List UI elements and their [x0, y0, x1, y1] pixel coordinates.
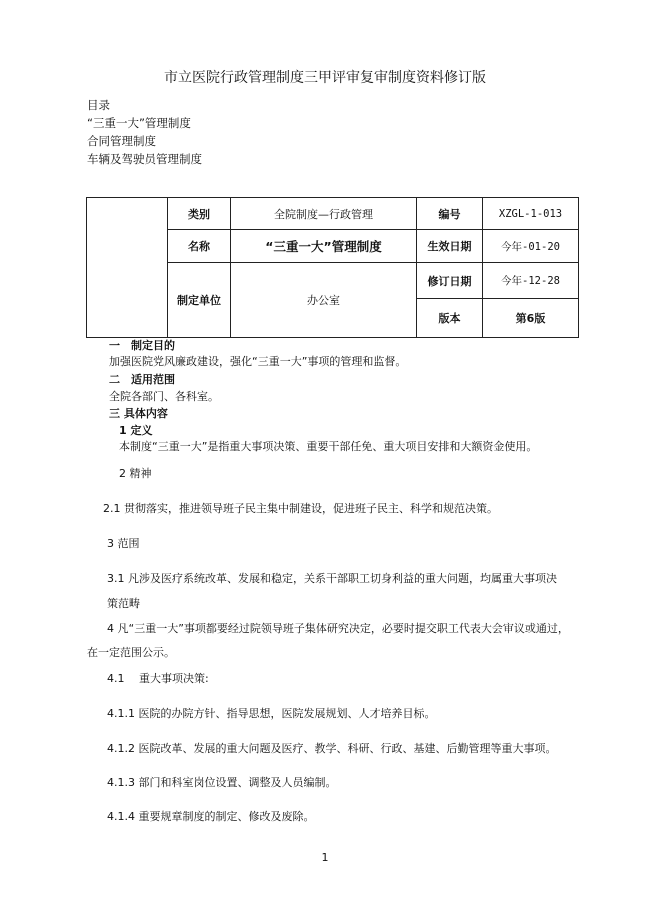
paragraph: 4.1.3 部门和科室岗位设置、调整及人员编制。 [107, 776, 337, 789]
paragraph: 本制度“三重一大”是指重大事项决策、重要干部任免、重大项目安排和大额资金使用。 [119, 440, 538, 453]
toc-heading: 目录 [87, 98, 110, 112]
revised-date-value: 今年-12-28 [483, 263, 579, 299]
effective-date-label: 生效日期 [417, 230, 483, 263]
subsection-heading: 1 定义 [119, 424, 153, 437]
paragraph: 4.1.1 医院的办院方针、指导思想，医院发展规划、人才培养目标。 [107, 707, 436, 720]
subsection-heading: 3 范围 [107, 537, 140, 550]
page-number: 1 [321, 851, 329, 864]
number-label: 编号 [417, 198, 483, 230]
paragraph: 加强医院党风廉政建设，强化“三重一大”事项的管理和监督。 [109, 355, 407, 368]
number-value: XZGL-1-013 [483, 198, 579, 230]
document-meta-table [86, 197, 579, 338]
paragraph: 3.1 凡涉及医疗系统改革、发展和稳定，关系干部职工切身利益的重大问题，均属重大事项决 [107, 572, 557, 585]
paragraph-continuation: 在一定范围公示。 [87, 646, 175, 659]
name-label: 名称 [168, 230, 231, 263]
blank-cell [87, 198, 168, 338]
paragraph: 4.1.4 重要规章制度的制定、修改及废除。 [107, 810, 315, 823]
section-heading: 一 制定目的 [109, 339, 175, 352]
paragraph: 4 凡“三重一大”事项都要经过院领导班子集体研究决定，必要时提交职工代表大会审议或通过， [107, 622, 569, 635]
paragraph-continuation: 策范畴 [107, 597, 140, 610]
paragraph: 全院各部门、各科室。 [109, 390, 219, 403]
category-label: 类别 [168, 198, 231, 230]
section-heading: 三 具体内容 [109, 407, 168, 420]
toc-item[interactable]: 车辆及驾驶员管理制度 [87, 152, 202, 166]
category-value: 全院制度—行政管理 [231, 198, 417, 230]
unit-label: 制定单位 [168, 263, 231, 338]
subsection-heading: 2 精神 [119, 467, 152, 480]
section-heading: 二 适用范围 [109, 373, 175, 386]
toc-item[interactable]: “三重一大”管理制度 [87, 116, 191, 130]
version-value: 第6版 [483, 299, 579, 338]
toc-item[interactable]: 合同管理制度 [87, 134, 156, 148]
revised-date-label: 修订日期 [417, 263, 483, 299]
document-title: 市立医院行政管理制度三甲评审复审制度资料修订版 [164, 70, 486, 86]
effective-date-value: 今年-01-20 [483, 230, 579, 263]
name-value: “三重一大”管理制度 [231, 230, 417, 263]
paragraph: 4.1.2 医院改革、发展的重大问题及医疗、教学、科研、行政、基建、后勤管理等重大事项。 [107, 742, 557, 755]
paragraph: 2.1 贯彻落实，推进领导班子民主集中制建设，促进班子民主、科学和规范决策。 [103, 502, 498, 515]
paragraph: 4.1 重大事项决策: [107, 672, 209, 685]
version-label: 版本 [417, 299, 483, 338]
unit-value: 办公室 [231, 263, 417, 338]
